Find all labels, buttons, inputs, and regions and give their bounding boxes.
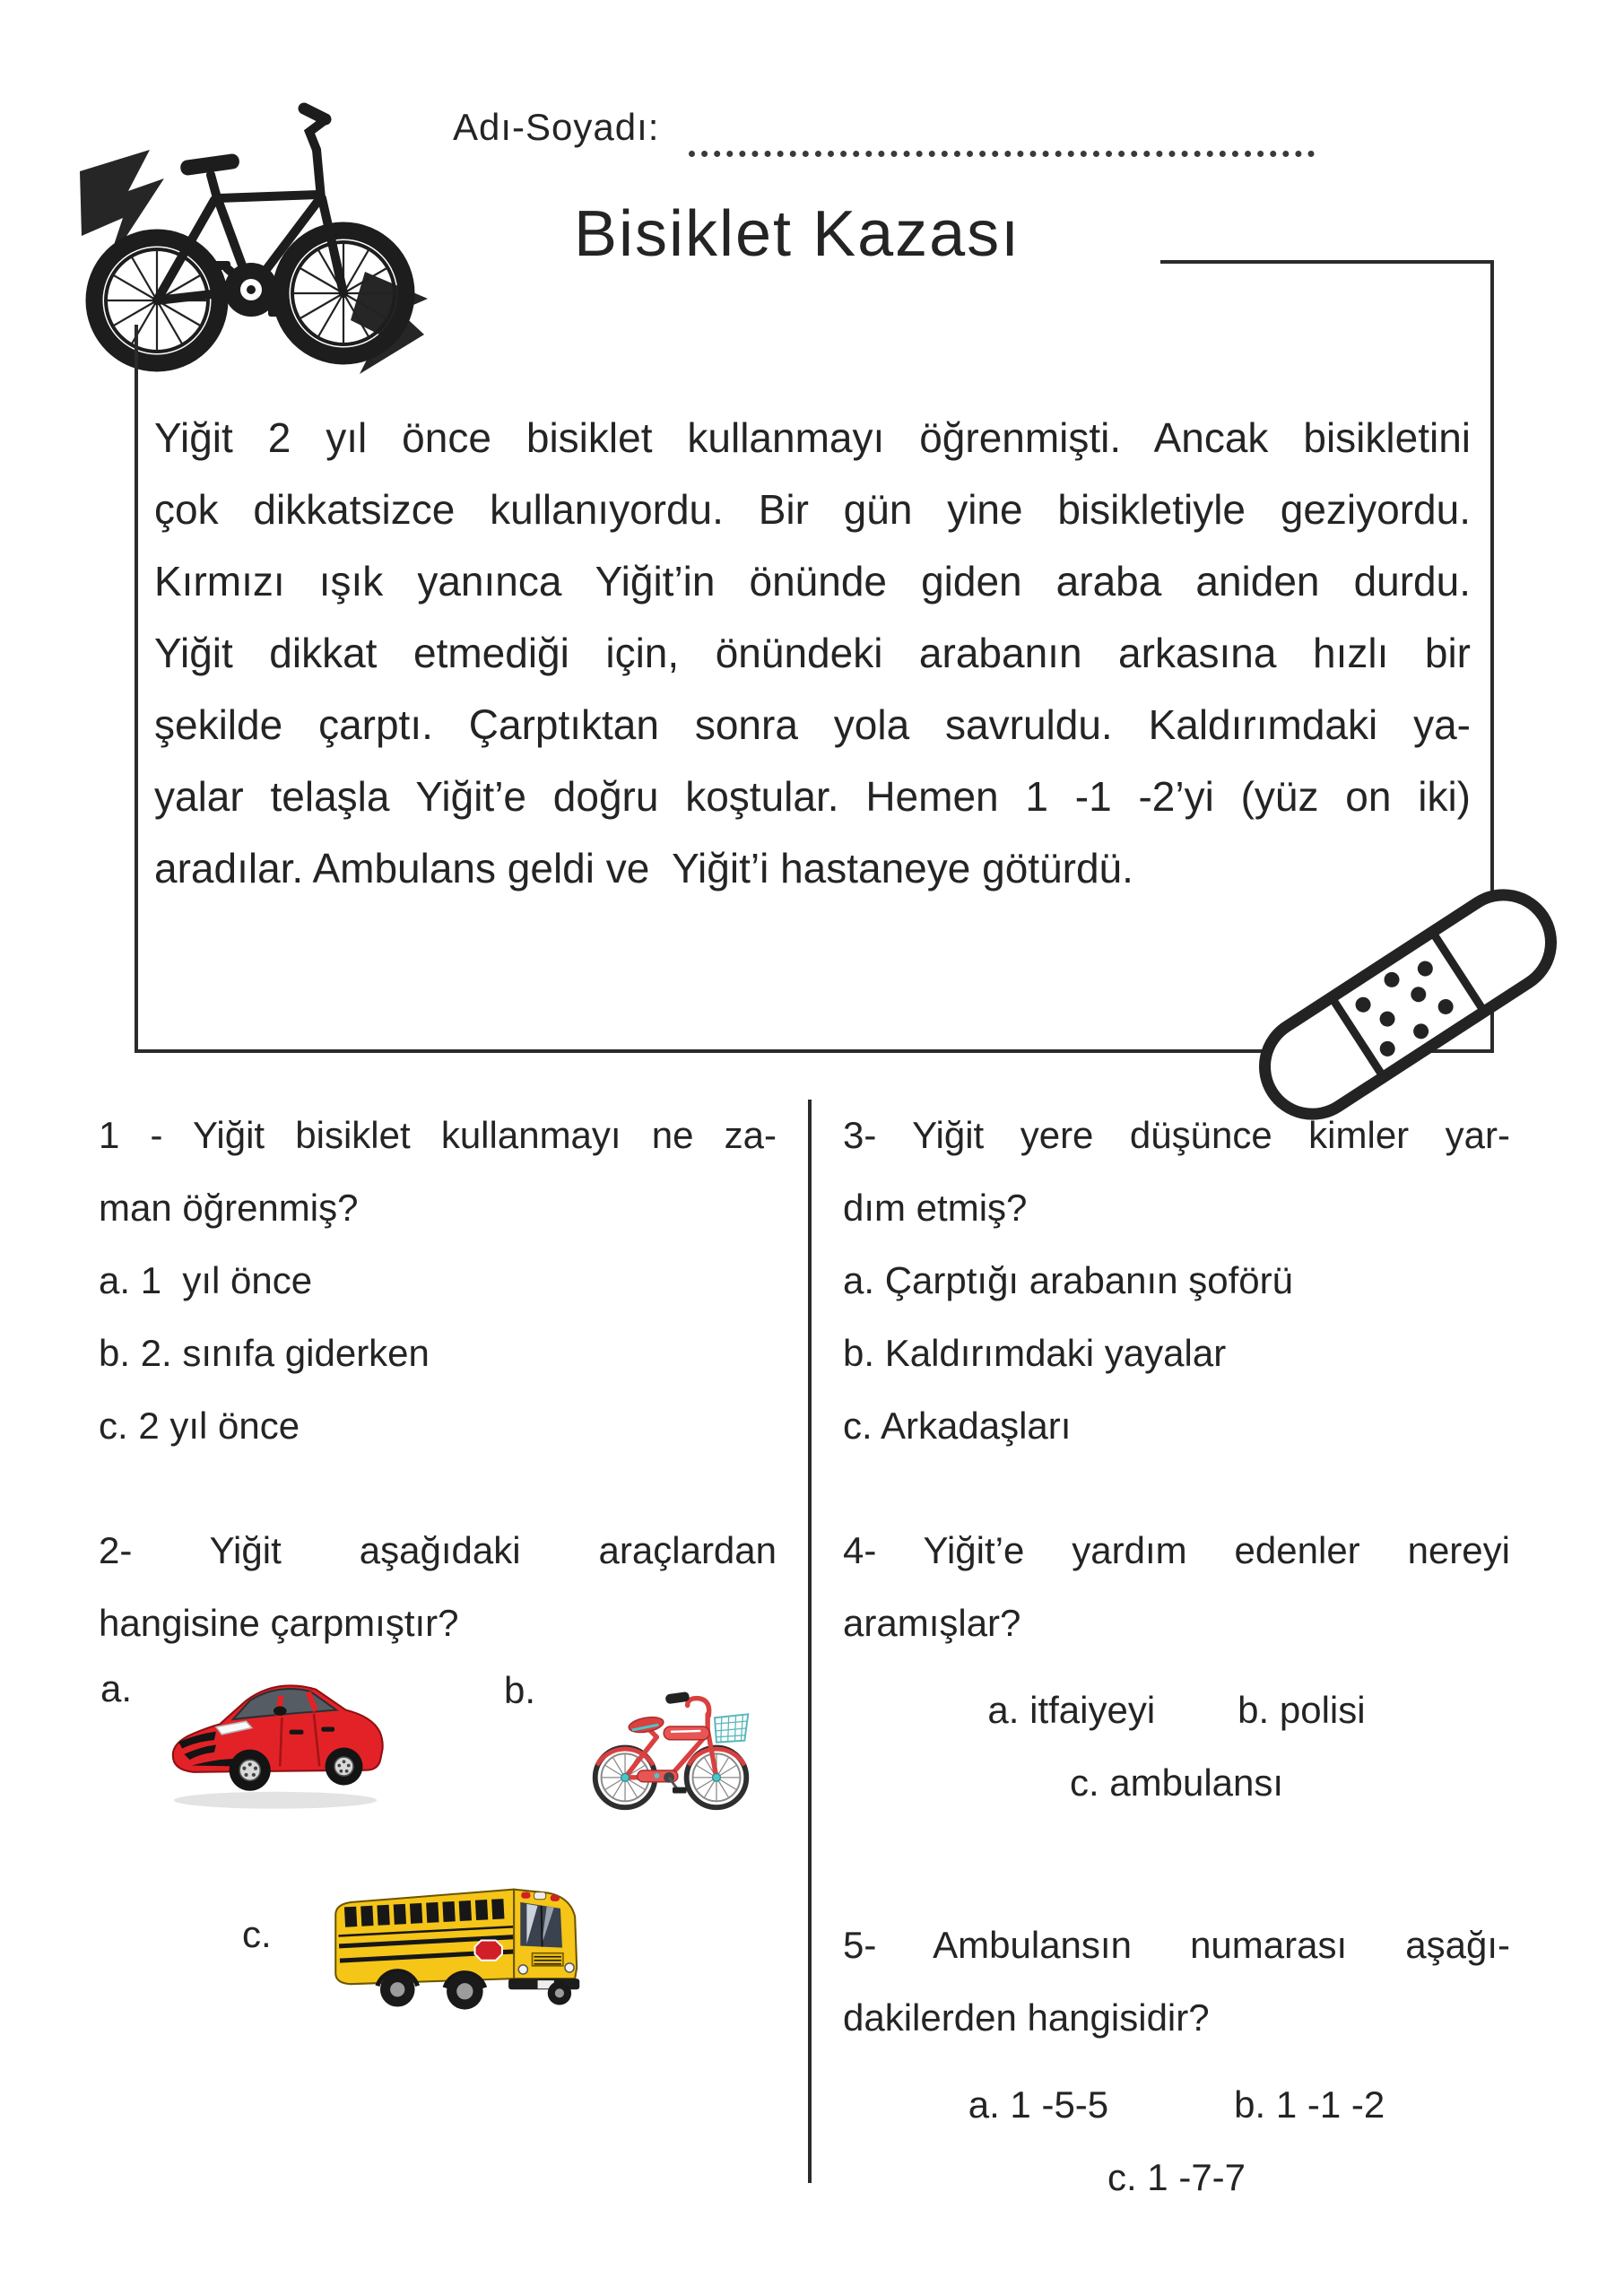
- question-5-option-a[interactable]: a. 1 -5-5: [968, 2083, 1109, 2126]
- question-3-option-b[interactable]: b. Kaldırımdaki yayalar: [843, 1332, 1227, 1374]
- question-5-option-b[interactable]: b. 1 -1 -2: [1234, 2083, 1385, 2126]
- question-5-text-line: dakilerden hangisidir?: [843, 1996, 1210, 2039]
- passage-line: çok dikkatsizce kullanıyordu. Bir gün yine bisikletiyle geziyordu.: [154, 486, 1471, 533]
- question-2-option-b-label[interactable]: b.: [504, 1669, 536, 1711]
- passage-box-border-left: [135, 325, 138, 1053]
- question-4-text-line: aramışlar?: [843, 1602, 1021, 1644]
- red-car-image[interactable]: [158, 1659, 393, 1814]
- question-2-option-c-label[interactable]: c.: [242, 1913, 272, 1955]
- passage-line: Yiğit 2 yıl önce bisiklet kullanmayı öğrenmişti. Ancak bisikletini: [154, 414, 1471, 461]
- question-1-option-b[interactable]: b. 2. sınıfa giderken: [99, 1332, 430, 1374]
- passage-line: şekilde çarptı. Çarptıktan sonra yola savruldu. Kaldırımdaki ya-: [154, 701, 1471, 748]
- question-3-option-a[interactable]: a. Çarptığı arabanın şoförü: [843, 1259, 1293, 1301]
- question-4: [843, 1514, 1510, 1819]
- question-1-text-line: 1 - Yiğit bisiklet kullanmayı ne za-: [99, 1114, 777, 1156]
- question-2-option-a-label[interactable]: a.: [100, 1667, 133, 1709]
- question-2: [99, 1514, 777, 2030]
- question-4-option-a[interactable]: a. itfaiyeyi: [987, 1689, 1156, 1731]
- question-2-text-line: 2- Yiğit aşağıdaki araçlardan: [99, 1529, 777, 1571]
- question-4-text-line: 4- Yiğit’e yardım edenler nereyi: [843, 1529, 1510, 1571]
- red-bicycle-image[interactable]: [583, 1679, 759, 1820]
- name-fill-line[interactable]: [689, 108, 1315, 157]
- question-2-text-line: hangisine çarpmıştır?: [99, 1602, 459, 1644]
- question-1: [99, 1099, 777, 1462]
- bicycle-crash-illustration: [49, 85, 435, 395]
- question-5-text-line: 5- Ambulansın numarası aşağı-: [843, 1924, 1510, 1966]
- passage-line: aradılar. Ambulans geldi ve Yiğit’i hastaneye götürdü.: [154, 845, 1133, 891]
- passage-line: yalar telaşla Yiğit’e doğru koştular. Hemen 1 -1 -2’yi (yüz on iki): [154, 773, 1471, 820]
- question-3: [843, 1099, 1510, 1462]
- school-bus-image[interactable]: [321, 1866, 626, 2021]
- passage-line: Kırmızı ışık yanınca Yiğit’in önünde giden araba aniden durdu.: [154, 558, 1471, 604]
- passage-box-border-top: [1160, 260, 1494, 264]
- bandaid-icon: [1220, 857, 1596, 1152]
- column-divider: [808, 1100, 812, 2183]
- bicycle-basket: [715, 1714, 748, 1742]
- question-5-option-c[interactable]: c. 1 -7-7: [1107, 2156, 1246, 2198]
- question-2-options-row: [99, 1659, 777, 1873]
- page-title: Bisiklet Kazası: [574, 198, 1021, 270]
- question-3-text-line: dım etmiş?: [843, 1187, 1028, 1229]
- question-3-option-c[interactable]: c. Arkadaşları: [843, 1405, 1072, 1447]
- passage-text: [154, 402, 1471, 904]
- name-label: Adı-Soyadı:: [453, 106, 660, 148]
- question-1-option-a[interactable]: a. 1 yıl önce: [99, 1259, 313, 1301]
- question-4-option-b[interactable]: b. polisi: [1238, 1689, 1366, 1731]
- question-2-option-c-row: [99, 1873, 777, 2030]
- question-1-text-line: man öğrenmiş?: [99, 1187, 359, 1229]
- question-1-option-c[interactable]: c. 2 yıl önce: [99, 1405, 300, 1447]
- passage-line: Yiğit dikkat etmediği için, önündeki arabanın arkasına hızlı bir: [154, 630, 1471, 676]
- question-3-text-line: 3- Yiğit yere düşünce kimler yar-: [843, 1114, 1510, 1156]
- question-4-option-c[interactable]: c. ambulansı: [1069, 1761, 1284, 1804]
- question-5: [843, 1909, 1510, 2213]
